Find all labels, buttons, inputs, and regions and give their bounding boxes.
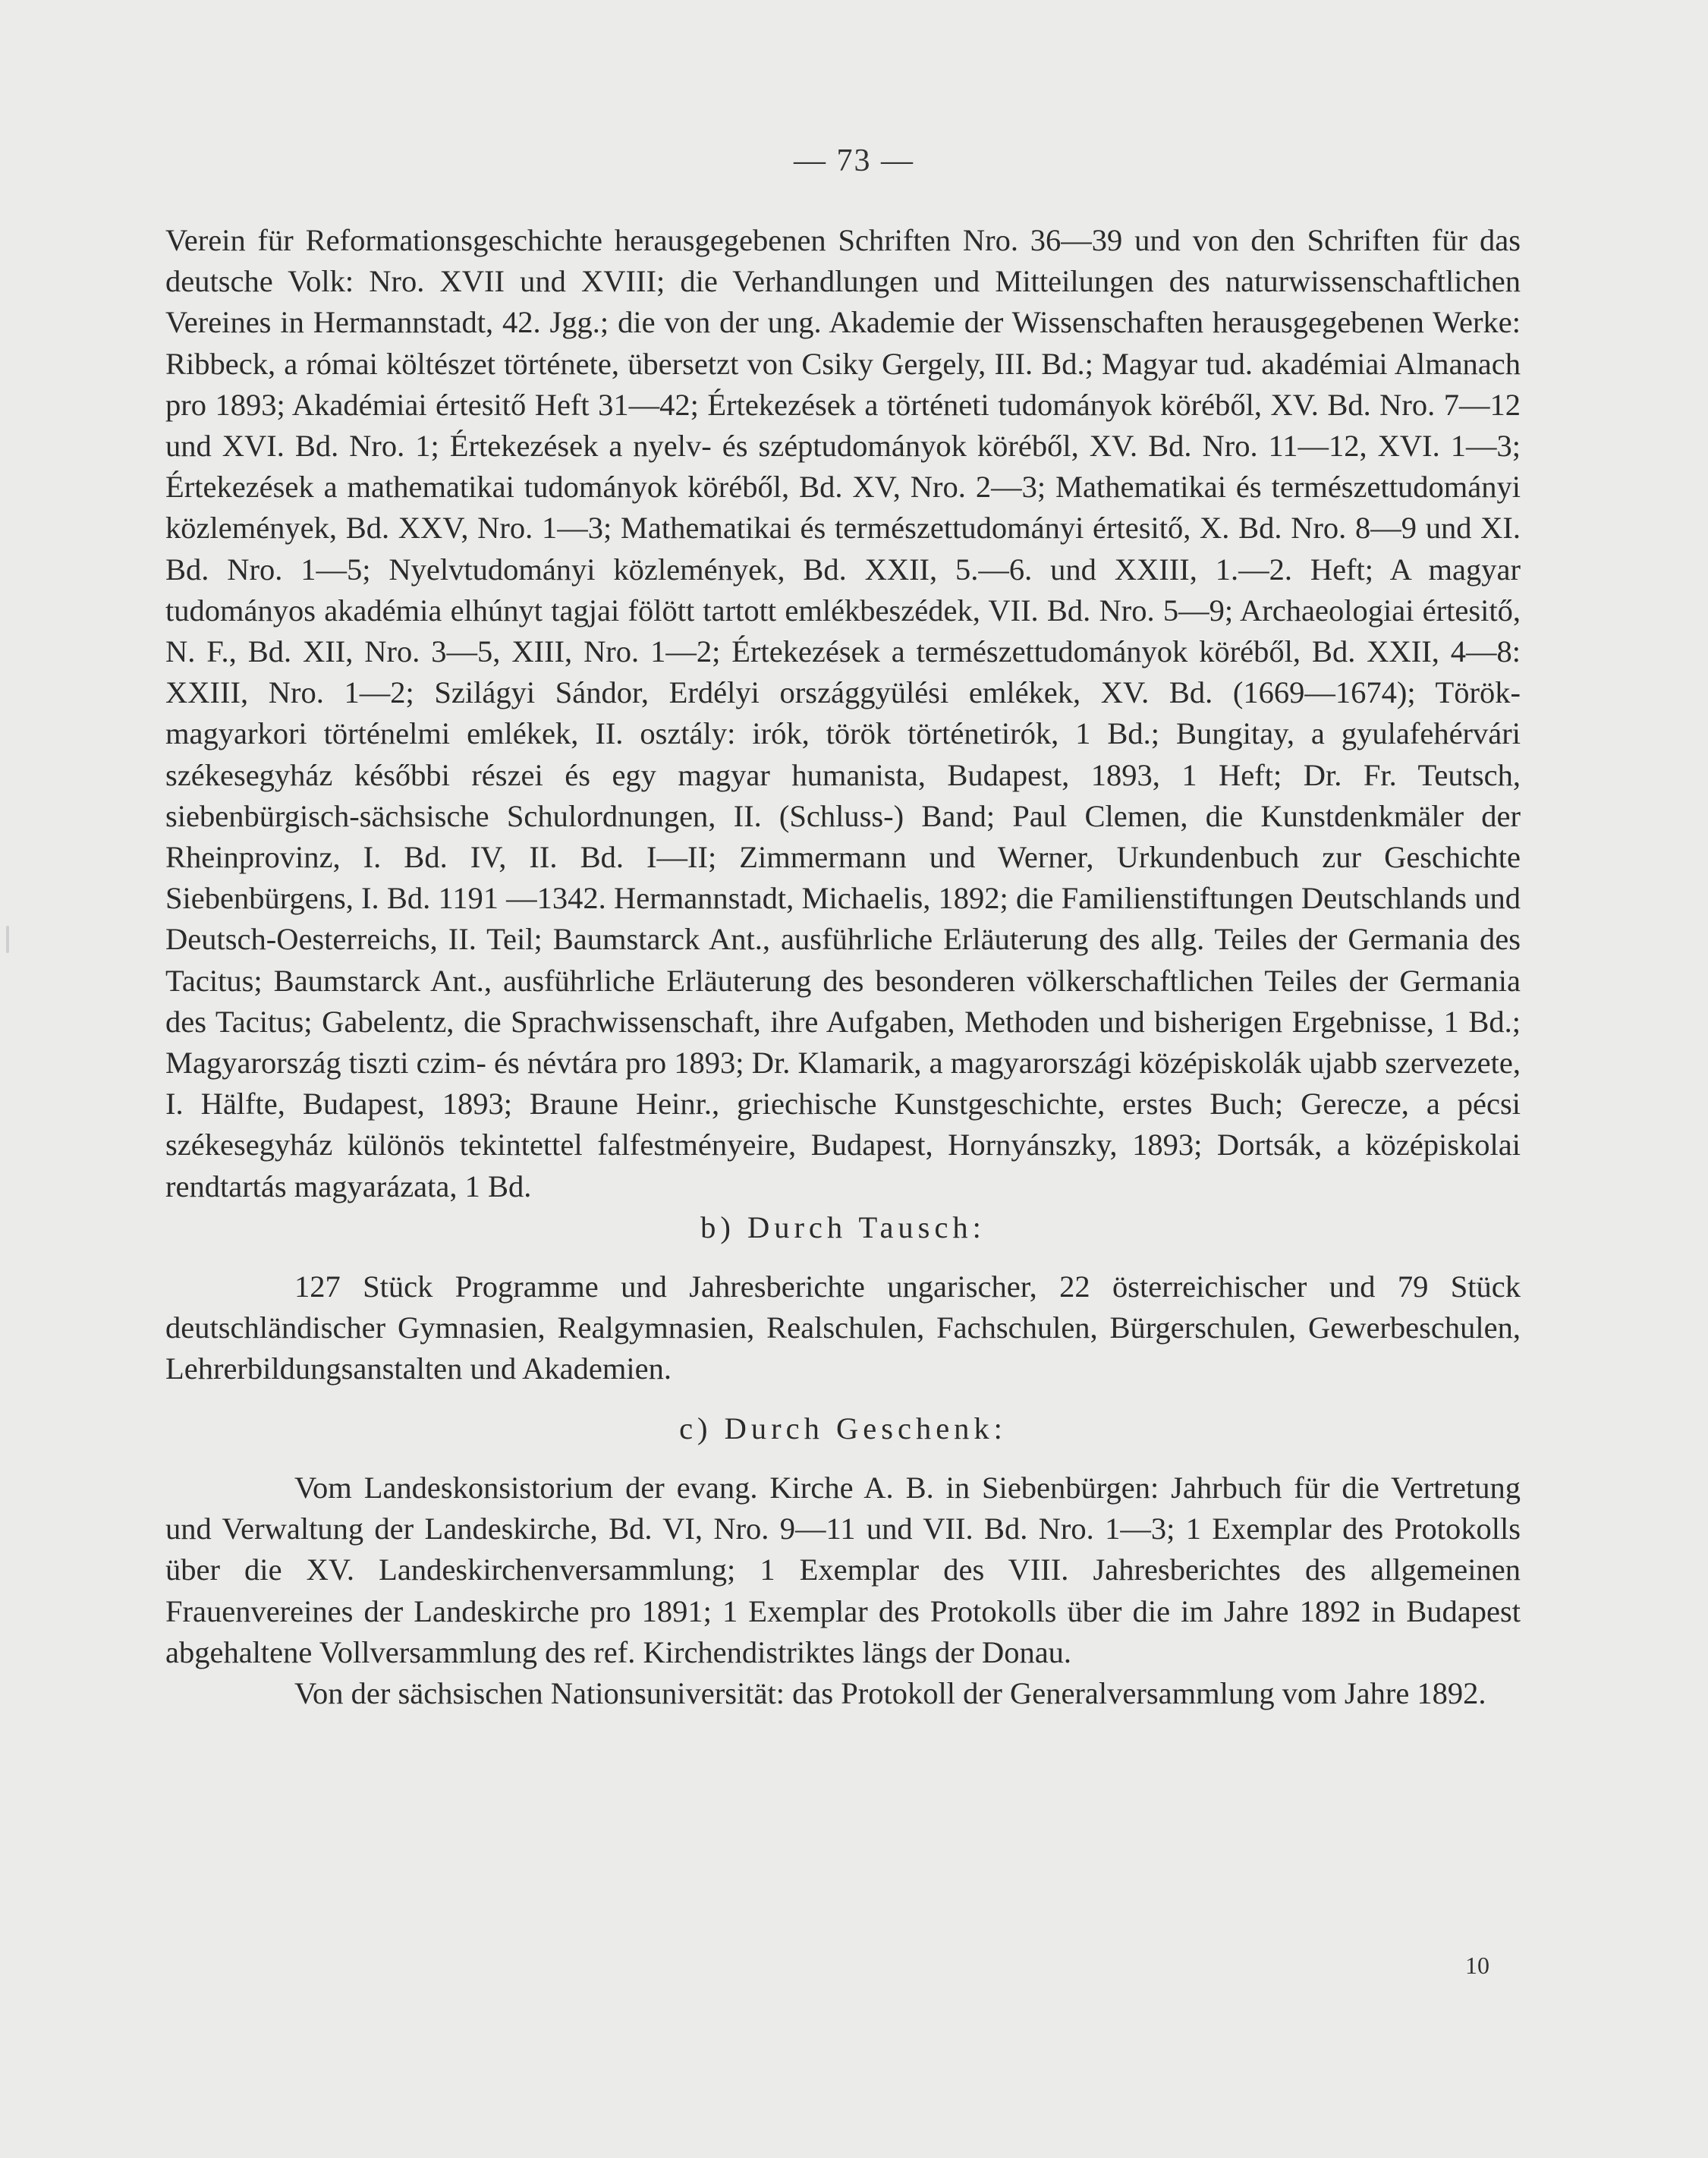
continuation-paragraph: Verein für Reformationsgeschichte herausgegebenen Schriften Nro. 36—39 und von den Schriften für das deutsche Volk: Nro. XVII und XVIII; die Verhandlungen und Mitteilungen des naturwissenschaftlichen Vereines in Hermannstadt, 42. Jgg.; die von der ung. Akademie der Wissenschaften herausgegebenen Werke: Ribbeck, a római költészet története, übersetzt von Csiky Gergely, III. Bd.; Magyar tud. akadémiai Almanach pro 1893; Akadémiai értesitő Heft 31—42; Értekezések a történeti tudományok köréből, XV. Bd. Nro. 7—12 und XVI. Bd. Nro. 1; Értekezések a nyelv- és széptudományok köréből, XV. Bd. Nro. 11—12, XVI. 1—3; Értekezések a mathematikai tudományok köréből, Bd. XV, Nro. 2—3; Mathematikai és természettudományi közlemények, Bd. XXV, Nro. 1—3; Mathematikai és természettudományi értesitő, X. Bd. Nro. 8—9 und XI. Bd. Nro. 1—5; Nyelvtudományi közlemények, Bd. XXII, 5.—6. und XXIII, 1.—2. Heft; A magyar tudományos akadémia elhúnyt tagjai fölött tartott emlékbeszédek, VII. Bd. Nro. 5—9; Archaeologiai értesitő, N. F., Bd. XII, Nro. 3—5, XIII, Nro. 1—2; Értekezések a természettudományok köréből, Bd. XXII, 4—8: XXIII, Nro. 1—2; Szilágyi Sándor, Erdélyi országgyülési emlékek, XV. Bd. (1669—1674); Török-magyarkori történelmi emlékek, II. osztály: irók, török történetirók, 1 Bd.; Bungitay, a gyulafehérvári székesegyház későbbi részei és egy magyar humanista, Budapest, 1893, 1 Heft; Dr. Fr. Teutsch, siebenbürgisch-sächsische Schulordnungen, II. (Schluss-) Band; Paul Clemen, die Kunstdenkmäler der Rheinprovinz, I. Bd. IV, II. Bd. I—II; Zimmermann und Werner, Urkundenbuch zur Geschichte Siebenbürgens, I. Bd. 1191 —1342. Hermannstadt, Michaelis, 1892; die Familienstiftungen Deutschlands und Deutsch-Oesterreichs, II. Teil; Baumstarck Ant., ausführliche Erläuterung des allg. Teiles der Germania des Tacitus; Baumstarck Ant., ausführliche Erläuterung des besonderen völkerschaftlichen Teiles der Germania des Tacitus; Gabelentz, die Sprachwissenschaft, ihre Aufgaben, Methoden und bisherigen Ergebnisse, 1 Bd.; Magyarország tiszti czim- és névtára pro 1893; Dr. Klamarik, a magyarországi középiskolák ujabb szervezete, I. Hälfte, Budapest, 1893; Braune Heinr., griechische Kunstgeschichte, erstes Buch; Gerecze, a pécsi székesegyház különös tekintettel falfestményeire, Budapest, Hornyánszky, 1893; Dortsák, a középiskolai rendtartás magyarázata, 1 Bd. (165, 223, 1521, 1203)
tausch-heading: b) Durch Tausch: (700, 1210, 986, 1244)
signature-mark: 10 (1465, 1952, 1489, 1979)
scan-mark (6, 926, 9, 953)
page-number: — 73 — (794, 143, 914, 178)
geschenk-paragraph-1: Vom Landeskonsistorium der evang. Kirche A. B. in Siebenbürgen: Jahrbuch für die Vertretung und Verwaltung der Landeskirche, Bd. VI, Nro. 9—11 und VII. Bd. Nro. 1—3; 1 Exemplar des Protokolls über die XV. Landeskirchenversammlung; 1 Exemplar des VIII. Jahresberichtes des allgemeinen Frauenvereines der Landeskirche pro 1891; 1 Exemplar des Protokolls über die im Jahre 1892 in Budapest abgehaltene Vollversammlung des ref. Kirchendistriktes längs der Donau. (165, 1470, 1521, 1669)
main-text (165, 220, 1521, 1714)
geschenk-heading: c) Durch Geschenk: (679, 1411, 1007, 1445)
tausch-paragraph: 127 Stück Programme und Jahresberichte ungarischer, 22 österreichischer und 79 Stück deutschländischer Gymnasien, Realgymnasien, Realschulen, Fachschulen, Bürgerschulen, Gewerbeschulen, Lehrerbildungsanstalten und Akademien. (165, 1269, 1521, 1386)
geschenk-paragraph-2: Von der sächsischen Nationsuniversität: das Protokoll der Generalversammlung vom Jahre 1892. (294, 1675, 1486, 1710)
